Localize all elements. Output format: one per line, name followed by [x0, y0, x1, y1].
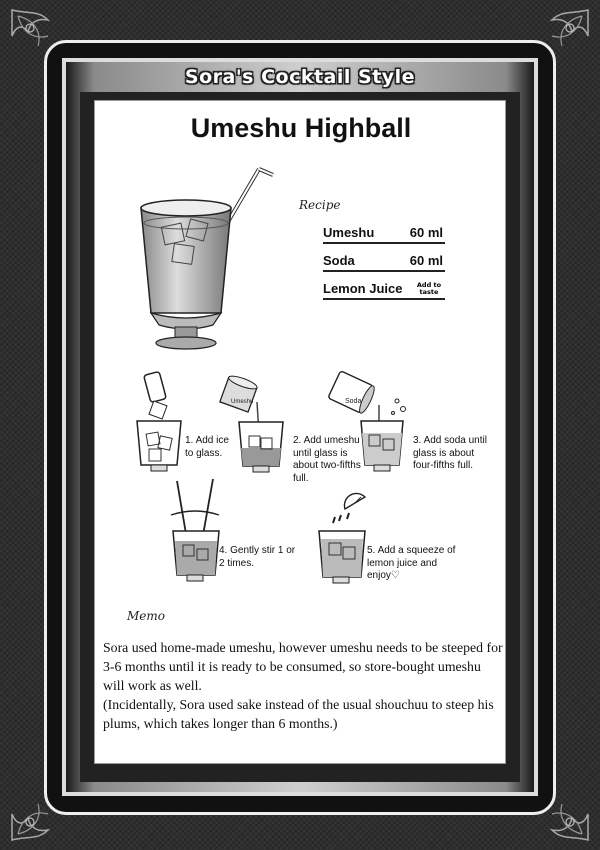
- memo-label: Memo: [127, 609, 165, 623]
- step-4-stir-illustration: [167, 479, 227, 589]
- step-4-text: 4. Gently stir 1 or 2 times.: [219, 545, 296, 569]
- ingredient-note: Add to taste: [416, 281, 442, 296]
- step-5-lemon-illustration: [315, 493, 375, 588]
- memo-paragraph-2: (Incidentally, Sora used sake instead of the usual shouchuu to steep his plums, which takes longer than 6 months.): [103, 697, 494, 731]
- recipe-label: Recipe: [299, 198, 341, 212]
- umeshu-bottle-label: Umeshu: [231, 399, 254, 405]
- step-3-text: 3. Add soda until glass is about four-fifths full.: [413, 435, 487, 471]
- memo-paragraph-1: Sora used home-made umeshu, however umeshu needs to be steeped for 3-6 months until it is ready to be consumed, so store-bought umeshu will work as well.: [103, 640, 503, 693]
- step-3-soda-illustration: [321, 371, 411, 476]
- ingredient-name: Umeshu: [323, 225, 375, 240]
- recipe-card: [94, 100, 506, 764]
- recipe-row-lemon-juice: [323, 278, 445, 300]
- cocktail-title: Umeshu Highball: [190, 113, 412, 143]
- soda-can-label: Soda: [345, 398, 362, 405]
- recipe-row-soda: [323, 250, 445, 272]
- highball-glass-illustration: [133, 163, 283, 353]
- step-1-ice-illustration: [135, 373, 185, 473]
- ingredient-amount: 60 ml: [409, 253, 443, 268]
- ingredient-amount: 60 ml: [409, 225, 443, 240]
- ingredient-name: Soda: [323, 253, 355, 268]
- ingredient-name: Lemon Juice: [323, 281, 403, 296]
- memo-text: [103, 638, 503, 733]
- step-2-text: 2. Add umeshu until glass is about two-fifths full.: [293, 435, 361, 484]
- step-1-text: 1. Add ice to glass.: [185, 435, 229, 459]
- step-2-umeshu-illustration: [219, 376, 299, 476]
- recipe-row-umeshu: [323, 222, 445, 244]
- series-header-title: Sora's Cocktail Style: [184, 66, 416, 88]
- step-5-text: 5. Add a squeeze of lemon juice and enjoy♡: [367, 545, 456, 581]
